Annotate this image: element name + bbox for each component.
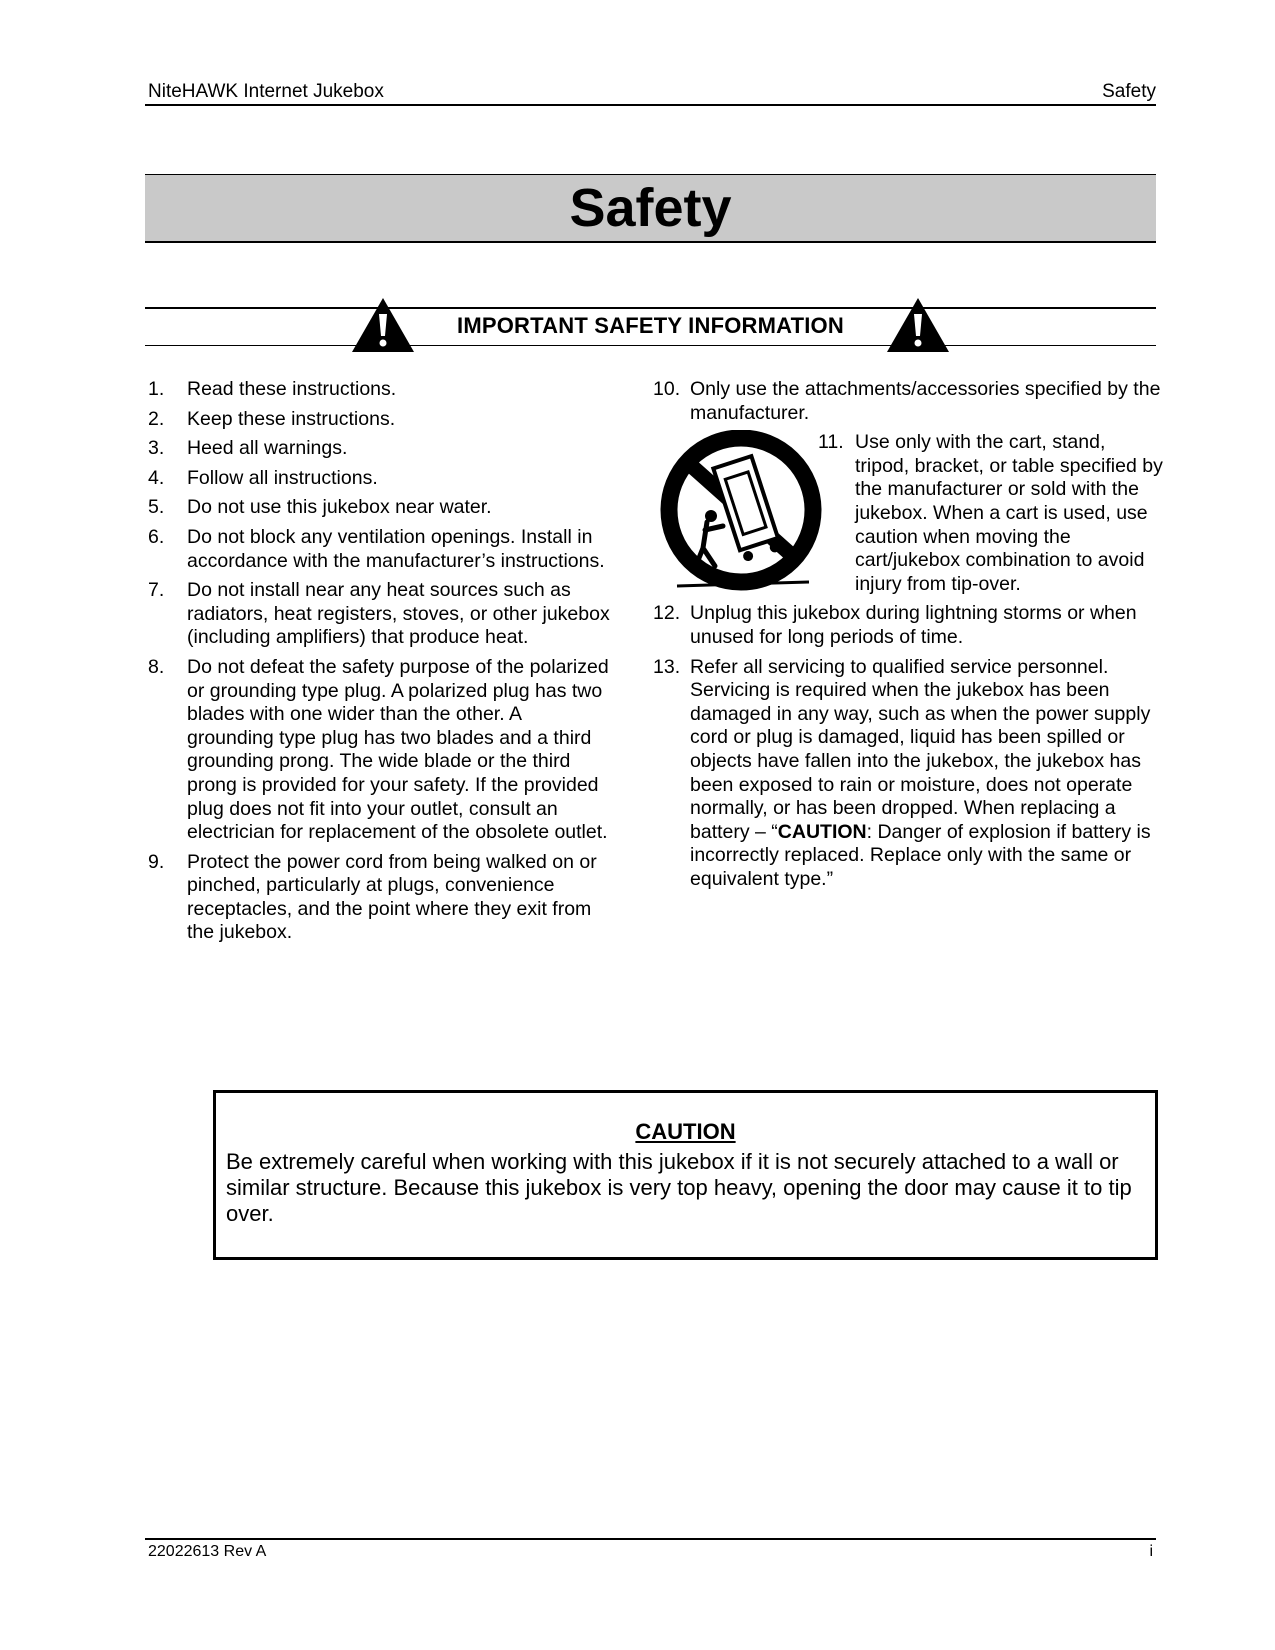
item-text-part: Refer all servicing to qualified service personnel. Servicing is required when the jukebox has been damaged in any way, such as when the power supply cord or plug is damaged, liquid has been spilled or objects have fallen into the jukebox, the jukebox has been exposed to rain or moisture, does not operate normally, or has been dropped. When replacing a battery – “ bbox=[690, 655, 1151, 843]
caution-box bbox=[213, 1090, 1158, 1260]
item-number: 10. bbox=[653, 378, 681, 400]
header-section-title: Safety bbox=[1102, 81, 1156, 102]
title-band bbox=[145, 174, 1156, 243]
list-item bbox=[653, 656, 1163, 892]
footer-document-number: 22022613 Rev A bbox=[148, 1543, 267, 1560]
item-number: 5. bbox=[148, 496, 165, 519]
item-number: 2. bbox=[148, 407, 165, 430]
item-text: Protect the power cord from being walked on or pinched, particularly at plugs, convenience receptacles, and the point where they exit from the jukebox. bbox=[187, 850, 597, 944]
list-item bbox=[148, 496, 613, 520]
warning-triangle-icon bbox=[885, 296, 951, 354]
safety-heading-rule-bottom bbox=[145, 345, 1156, 346]
item-number: 11. bbox=[818, 431, 844, 454]
header-rule bbox=[145, 104, 1156, 106]
footer-page-number: i bbox=[1149, 1543, 1153, 1560]
item-text: Do not install near any heat sources such as radiators, heat registers, stoves, or other jukebox (including amplifiers) that produce heat. bbox=[187, 579, 610, 649]
list-item bbox=[148, 656, 613, 845]
list-item bbox=[818, 431, 1163, 596]
caution-title: CAUTION bbox=[635, 1119, 736, 1144]
list-item bbox=[653, 602, 1163, 649]
item-text: Use only with the cart, stand, tripod, bracket, or table specified by the manufacturer or sold with the jukebox. When a cart is used, use caution when moving the cart/jukebox combination to avoid injury from tip-over. bbox=[855, 431, 1163, 595]
list-item bbox=[653, 378, 1163, 425]
item-number: 3. bbox=[148, 437, 165, 460]
item-text: Only use the attachments/accessories specified by the manufacturer. bbox=[690, 378, 1161, 424]
item-text: Heed all warnings. bbox=[187, 437, 348, 460]
item-number: 4. bbox=[148, 466, 165, 489]
list-item bbox=[148, 467, 613, 491]
safety-list-right bbox=[653, 378, 1163, 897]
list-item bbox=[148, 851, 613, 945]
list-item bbox=[148, 408, 613, 432]
item-text bbox=[690, 656, 1163, 892]
item-number: 7. bbox=[148, 579, 165, 602]
header-document-title: NiteHAWK Internet Jukebox bbox=[148, 81, 384, 102]
list-item bbox=[148, 437, 613, 461]
item-number: 1. bbox=[148, 378, 165, 400]
item-text: Do not defeat the safety purpose of the polarized or grounding type plug. A polarized plug has two blades with one wider than the other. A grounding type plug has two blades and a third grounding prong. The wide blade or the third prong is provided for your safety. If the provided plug does not fit into your outlet, consult an electrician for replacement of the obsolete outlet. bbox=[187, 655, 609, 844]
safety-heading-rule-top bbox=[145, 307, 1156, 309]
caution-keyword: CAUTION bbox=[777, 820, 867, 843]
item-number: 8. bbox=[148, 655, 165, 678]
safety-heading: IMPORTANT SAFETY INFORMATION bbox=[457, 313, 844, 338]
item-text: Read these instructions. bbox=[187, 378, 397, 400]
list-item bbox=[148, 579, 613, 650]
item-text: Do not use this jukebox near water. bbox=[187, 496, 492, 519]
item-text: Do not block any ventilation openings. Install in accordance with the manufacturer’s instructions. bbox=[187, 525, 605, 572]
item-number: 9. bbox=[148, 850, 165, 873]
page-title: Safety bbox=[569, 178, 732, 238]
item-number: 13. bbox=[653, 655, 681, 678]
item-text-part: : Danger of explosion if battery is incorrectly replaced. Replace only with the same or equivalent type.” bbox=[690, 820, 1151, 890]
item-text: Follow all instructions. bbox=[187, 466, 378, 489]
footer-rule bbox=[145, 1538, 1156, 1540]
item-number: 12. bbox=[653, 602, 681, 625]
item-number: 6. bbox=[148, 525, 165, 548]
item-text: Unplug this jukebox during lightning storms or when unused for long periods of time. bbox=[690, 602, 1137, 648]
caution-text: Be extremely careful when working with this jukebox if it is not securely attached to a wall or similar structure. Because this jukebox is very top heavy, opening the door may cause it to tip over. bbox=[226, 1149, 1132, 1226]
item-text: Keep these instructions. bbox=[187, 407, 396, 430]
list-item bbox=[148, 378, 613, 402]
list-item bbox=[148, 526, 613, 573]
safety-list-left bbox=[148, 378, 613, 951]
